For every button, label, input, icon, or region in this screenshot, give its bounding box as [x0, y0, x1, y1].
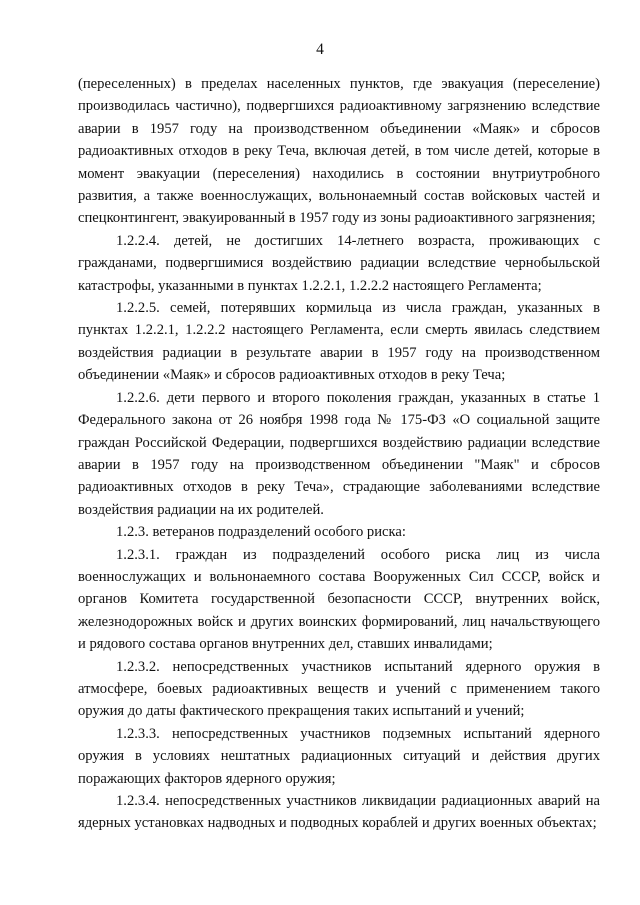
document-paragraph: 1.2.3.4. непосредственных участников ликвидации радиационных аварий на ядерных установках надводных и подводных кораблей и других военных объектах; — [78, 793, 600, 832]
document-paragraph: 1.2.3. ветеранов подразделений особого риска: — [116, 524, 406, 541]
document-paragraph: 1.2.2.6. дети первого и второго поколения граждан, указанных в статье 1 Федерального закона от 26 ноября 1998 года № 175-ФЗ «О социальной защите граждан Российской Федерации, подвергшихся воздействию радиации вследствие аварии в 1957 году на производственном объединении "Маяк" и сбросов радиоактивных отходов в реку Теча», страдающие заболеваниями вследствие воздействия радиации на их родителей. — [78, 389, 600, 518]
document-paragraph: 1.2.3.2. непосредственных участников испытаний ядерного оружия в атмосфере, боевых радиоактивных веществ и учений с применением такого оружия до даты фактического прекращения таких испытаний и учений; — [78, 658, 600, 720]
document-paragraph: 1.2.3.3. непосредственных участников подземных испытаний ядерного оружия в условиях нештатных радиационных ситуаций и действия других поражающих факторов ядерного оружия; — [78, 725, 600, 787]
page-number: 4 — [316, 41, 324, 58]
document-paragraph: (переселенных) в пределах населенных пунктов, где эвакуация (переселение) производилась частично), подвергшихся радиоактивному загрязнению вследствие аварии в 1957 году на производственном объединении «Маяк» и сбросов радиоактивных отходов в реку Теча, включая детей, в том числе детей, которые в момент эвакуации (переселения) находились в состоянии внутриутробного развития, а также военнослужащих, вольнонаемный состав войсковых частей и спецконтингент, эвакуированный в 1957 году из зоны радиоактивного загрязнения; — [78, 76, 600, 227]
document-paragraph: 1.2.2.5. семей, потерявших кормильца из числа граждан, указанных в пунктах 1.2.2.1, 1.2.2.2 настоящего Регламента, если смерть явилась следствием воздействия радиации в результате аварии в 1957 году на производственном объединении «Маяк» и сбросов радиоактивных отходов в реку Теча; — [78, 300, 600, 384]
document-paragraph: 1.2.3.1. граждан из подразделений особого риска лиц из числа военнослужащих и вольнонаемного состава Вооруженных Сил СССР, войск и органов Комитета государственной безопасности СССР, внутренних войск, железнодорожных войск и других воинских формирований, лиц начальствующего и рядового состава органов внутренних дел, ставших инвалидами; — [78, 546, 600, 653]
document-paragraph: 1.2.2.4. детей, не достигших 14-летнего возраста, проживающих с гражданами, подвергшимися воздействию радиации вследствие чернобыльской катастрофы, указанными в пунктах 1.2.2.1, 1.2.2.2 настоящего Регламента; — [78, 232, 600, 294]
document-body — [78, 73, 600, 835]
